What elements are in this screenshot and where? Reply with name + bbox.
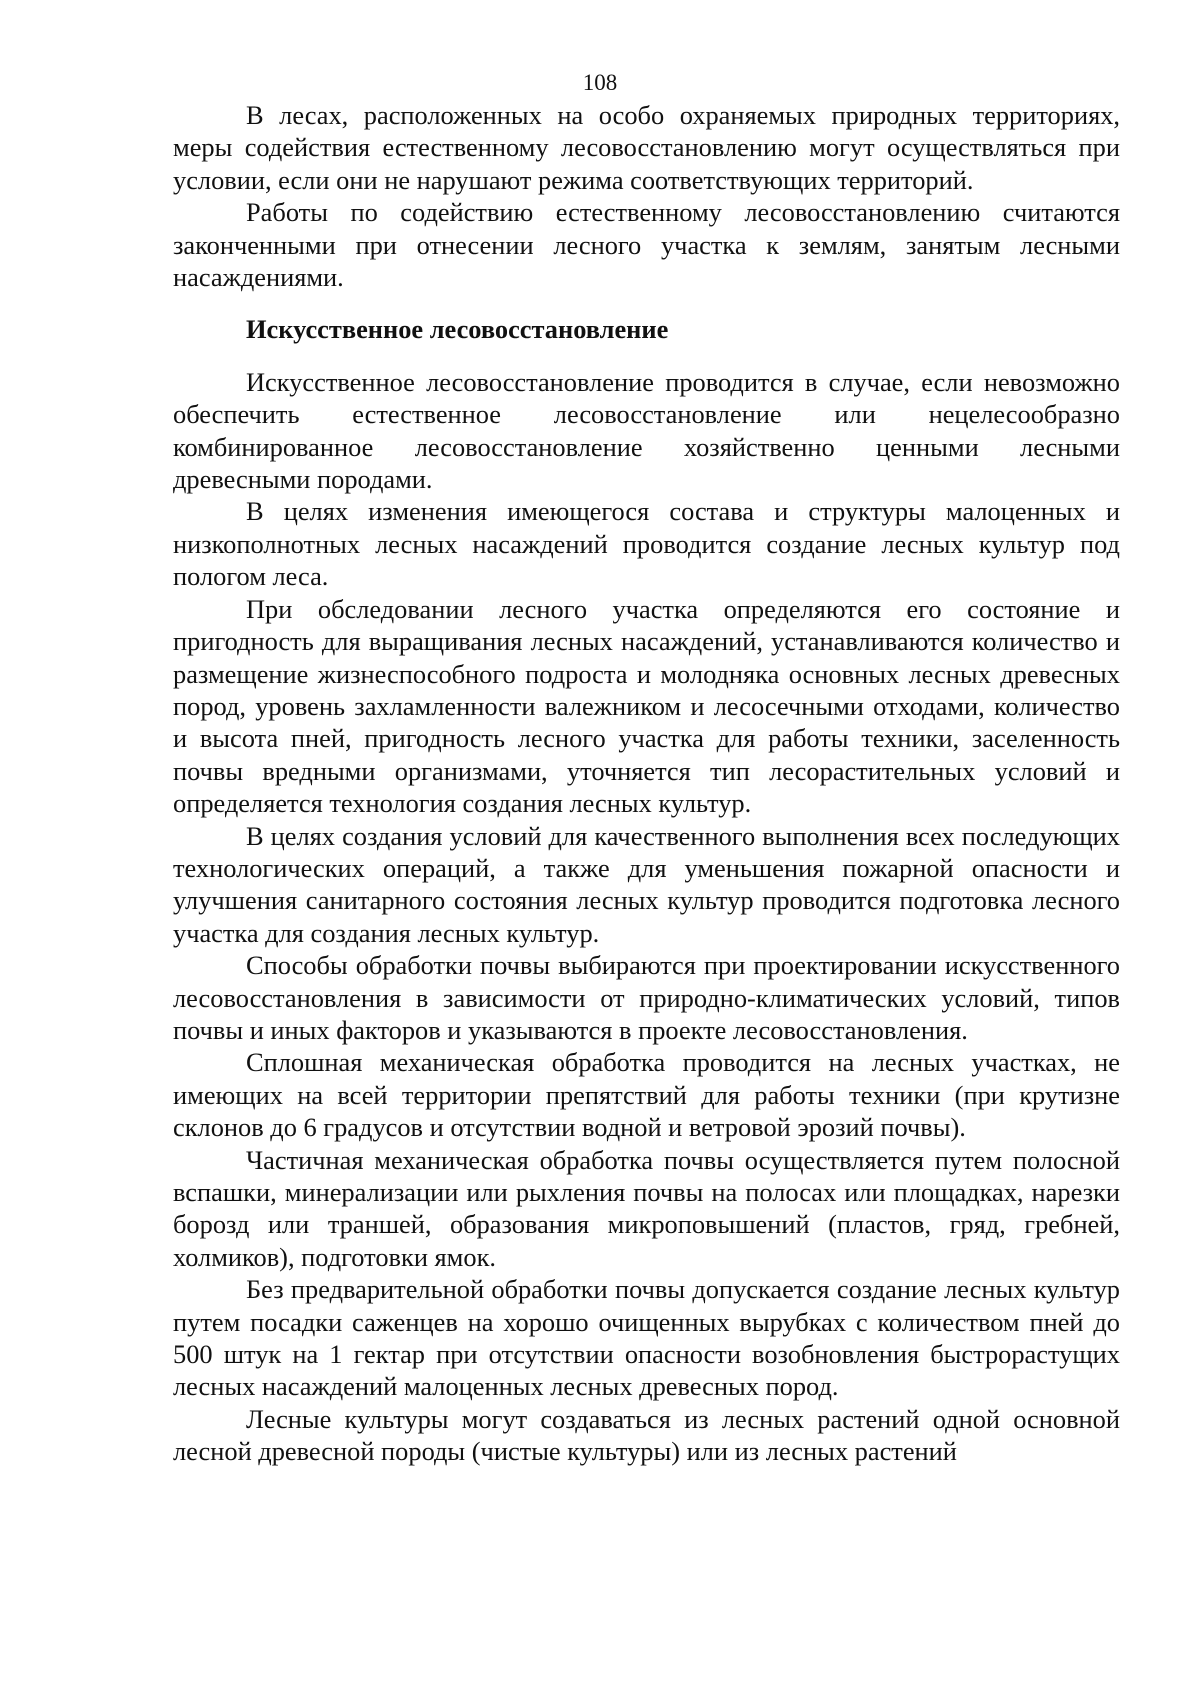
paragraph-site-survey: При обследовании лесного участка определяются его состояние и пригодность для выращивания лесных насаждений, устанавливаются количество и размещение жизнеспособного подроста и молодняка основных лесных древесных пород, уровень захламленности валежником и лесосечными отходами, количество и высота пней, пригодность лесного участка для работы техники, заселенность почвы вредными организмами, уточняется тип лесорастительных условий и определяется технология создания лесных культур.	[173, 593, 1120, 819]
section-heading: Искусственное лесовосстановление	[246, 314, 669, 345]
paragraph-continuous-treatment: Сплошная механическая обработка проводится на лесных участках, не имеющих на всей территории препятствий для работы техники (при крутизне склонов до 6 градусов и отсутствии водной и ветровой эрозий почвы).	[173, 1047, 1120, 1143]
paragraph-soil-treatment-methods: Способы обработки почвы выбираются при проектировании искусственного лесовосстановления в зависимости от природно-климатических условий, типов почвы и иных факторов и указываются в проекте лесовосстановления.	[173, 950, 1120, 1045]
page-number: 108	[582, 70, 618, 95]
paragraph-site-preparation: В целях создания условий для качественного выполнения всех последующих технологических операций, а также для уменьшения пожарной опасности и улучшения санитарного состояния лесных культур проводится подготовка лесного участка для создания лесных культур.	[173, 820, 1120, 948]
paragraph-forest-cultures: Лесные культуры могут создаваться из лесных растений одной основной лесной древесной породы (чистые культуры) или из лесных растений	[173, 1403, 1120, 1467]
paragraph-composition-change: В целях изменения имеющегося состава и структуры малоценных и низкополнотных лесных насаждений проводится создание лесных культур под пологом леса.	[173, 496, 1120, 592]
document-body	[173, 99, 1120, 1468]
paragraph-works-completed: Работы по содействию естественному лесовосстановлению считаются законченными при отнесении лесного участка к землям, занятым лесными насаждениями.	[173, 197, 1120, 293]
paragraph-artificial-reforestation: Искусственное лесовосстановление проводится в случае, если невозможно обеспечить естественное лесовосстановление или нецелесообразно комбинированное лесовосстановление хозяйственно ценными лесными древесными породами.	[173, 366, 1120, 495]
paragraph-protected-territories: В лесах, расположенных на особо охраняемых природных территориях, меры содействия естественному лесовосстановлению могут осуществляться при условии, если они не нарушают режима соответствующих территорий.	[173, 100, 1120, 195]
paragraph-no-pretreatment: Без предварительной обработки почвы допускается создание лесных культур путем посадки саженцев на хорошо очищенных вырубках с количеством пней до 500 штук на 1 гектар при отсутствии опасности возобновления быстрорастущих лесных насаждений малоценных лесных древесных пород.	[173, 1274, 1120, 1402]
paragraph-partial-treatment: Частичная механическая обработка почвы осуществляется путем полосной вспашки, минерализации или рыхления почвы на полосах или площадках, нарезки борозд или траншей, образования микроповышений (пластов, гряд, гребней, холмиков), подготовки ямок.	[173, 1144, 1120, 1272]
